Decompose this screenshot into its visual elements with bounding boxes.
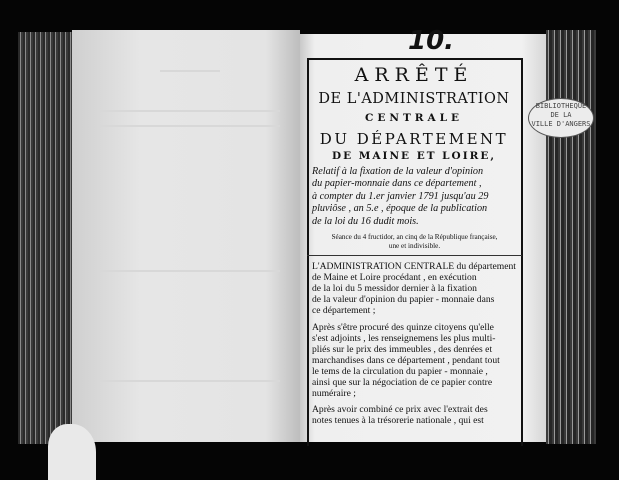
- title-centrale: CENTRALE: [364, 112, 464, 124]
- subtitle-line: du papier-monnaie dans ce département ,: [312, 178, 482, 190]
- paragraph-1: [312, 261, 517, 316]
- library-stamp: [528, 98, 594, 138]
- stamp-line: VILLE D'ANGERS: [531, 120, 591, 128]
- text-line: s'est adjoints , les renseignemens les plus multi-: [312, 332, 496, 344]
- subtitle-line: pluviôse , an 5.e , époque de la publication: [312, 203, 488, 215]
- text-line: ce département ;: [312, 305, 376, 317]
- book-edge-left: [18, 32, 74, 444]
- text-line: marchandises dans ce département , pendant tout: [312, 354, 500, 366]
- paragraph-2: [312, 322, 517, 400]
- text-line: L'ADMINISTRATION CENTRALE du département: [312, 261, 516, 273]
- decree-text: [312, 166, 517, 431]
- text-line: de la valeur d'opinion du papier - monnaie dans: [312, 294, 495, 306]
- text-line: ainsi que sur la négociation de ce papier contre: [312, 376, 493, 388]
- subtitle: [312, 166, 517, 228]
- text-line: Après s'être procuré des quinze citoyens qu'elle: [312, 321, 494, 333]
- text-line: Après avoir combiné ce prix avec l'extrait des: [312, 404, 488, 416]
- title-departement: DU DÉPARTEMENT: [319, 130, 509, 148]
- seance-line: une et indivisible.: [388, 242, 441, 251]
- text-line: de Maine et Loire procédant , en exécution: [312, 272, 477, 284]
- handwritten-page-number: 10.: [408, 26, 455, 56]
- bleed-through-text: [100, 110, 280, 112]
- stamp-line: BIBLIOTHEQUE: [535, 102, 587, 110]
- paragraph-3: [312, 404, 517, 426]
- stamp-line: DE LA: [550, 111, 572, 119]
- subtitle-line: à compter du 1.er janvier 1791 jusqu'au 29: [312, 190, 489, 202]
- bleed-through-text: [160, 70, 220, 72]
- title-arrete: ARRÊTÉ: [354, 64, 474, 86]
- text-line: numéraire ;: [312, 388, 356, 400]
- text-line: notes tenues à la trésorerie nationale , qui est: [312, 415, 484, 427]
- title-maine-et-loire: DE MAINE ET LOIRE,: [332, 150, 496, 162]
- bleed-through-text: [100, 380, 280, 382]
- text-line: le tems de la circulation du papier - monnaie ,: [312, 365, 488, 377]
- book-edge-right: [546, 30, 596, 444]
- title-administration: DE L'ADMINISTRATION: [318, 91, 510, 107]
- seance-line: Séance du 4 fructidor, an cinq de la République française,: [331, 233, 498, 242]
- divider: [307, 255, 522, 256]
- bleed-through-text: [100, 270, 280, 272]
- subtitle-line: Relatif à la fixation de la valeur d'opinion: [312, 166, 484, 177]
- text-line: pliés sur le prix des immeubles , des denrées et: [312, 343, 493, 355]
- thumb: [48, 424, 96, 480]
- subtitle-line: de la loi du 16 dudit mois.: [312, 215, 419, 227]
- bleed-through-text: [100, 125, 280, 127]
- text-line: de la loi du 5 messidor dernier à la fixation: [312, 283, 477, 295]
- seance-note: [312, 233, 517, 251]
